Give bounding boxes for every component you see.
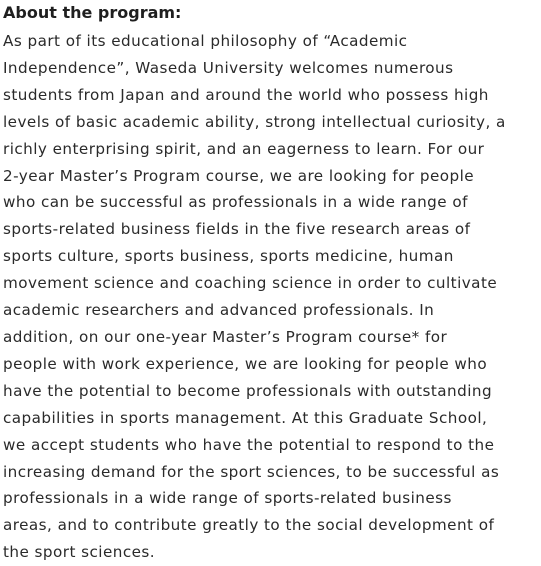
text-line: professionals in a wide range of sports-related business (3, 489, 452, 508)
text-line: levels of basic academic ability, strong intellectual curiosity, a (3, 112, 506, 131)
text-line: we accept students who have the potential to respond to the (3, 435, 495, 454)
text-line: have the potential to become professionals with outstanding (3, 381, 493, 400)
text-line: the sport sciences. (3, 543, 156, 562)
text-line: addition, on our one-year Master’s Program course* for (3, 327, 448, 346)
section-heading: About the program: (3, 3, 182, 22)
text-line: students from Japan and around the world who possess high (3, 85, 489, 104)
text-line: movement science and coaching science in order to cultivate (3, 274, 498, 293)
text-line: Independence”, Waseda University welcomes numerous (3, 58, 454, 77)
text-line: capabilities in sports management. At this Graduate School, (3, 408, 488, 427)
text-line: academic researchers and advanced professionals. In (3, 301, 435, 320)
text-line: richly enterprising spirit, and an eagerness to learn. For our (3, 139, 485, 158)
text-line: As part of its educational philosophy of “Academic (3, 32, 408, 50)
text-line: increasing demand for the sport sciences, to be successful as (3, 462, 500, 481)
text-line: people with work experience, we are looking for people who (3, 354, 488, 373)
text-line: areas, and to contribute greatly to the social development of (3, 516, 495, 535)
body-paragraph (3, 28, 541, 566)
text-line: who can be successful as professionals in a wide range of (3, 193, 468, 212)
text-line: sports-related business fields in the five research areas of (3, 220, 471, 239)
text-line: 2-year Master’s Program course, we are looking for people (3, 166, 475, 185)
text-line: sports culture, sports business, sports medicine, human (3, 247, 454, 266)
